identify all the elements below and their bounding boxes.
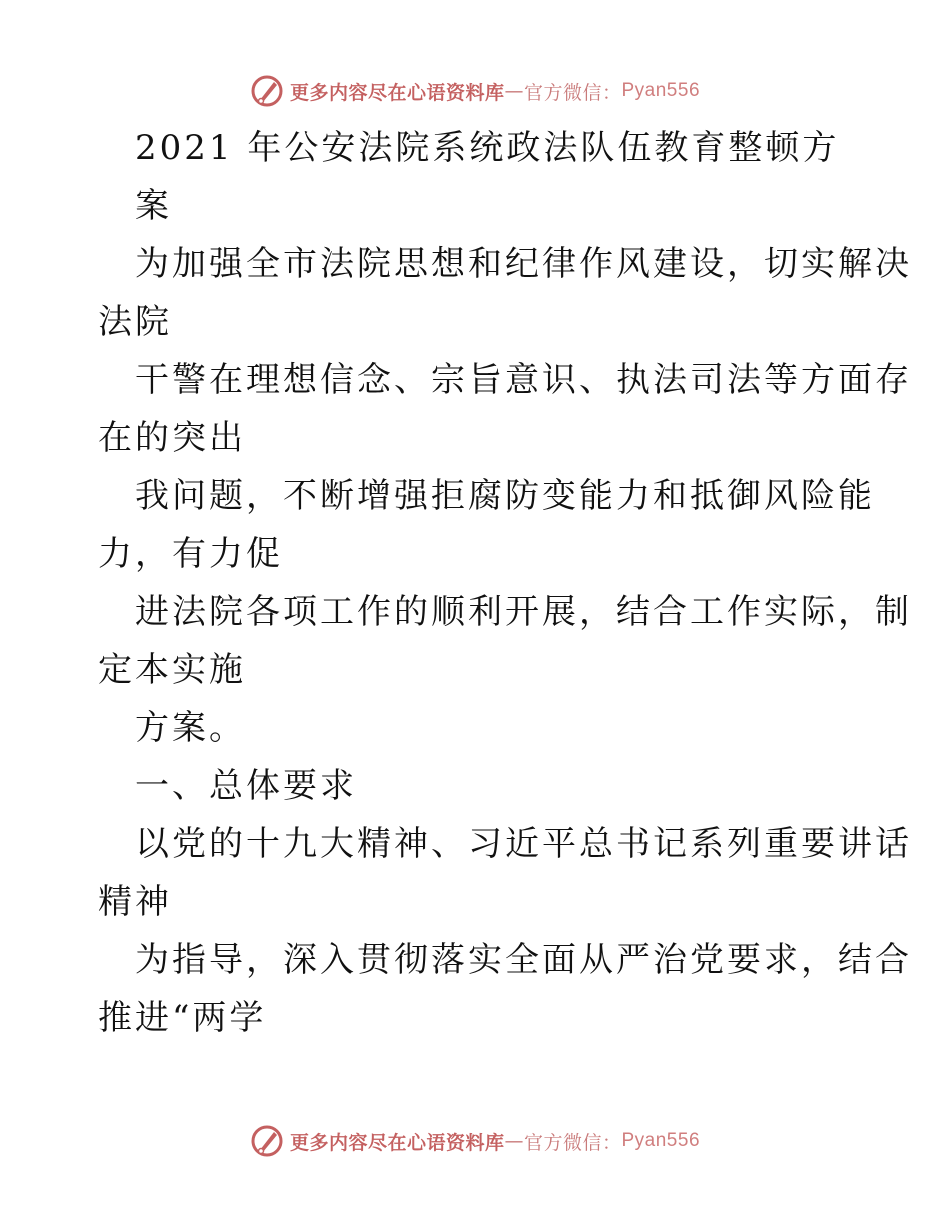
document-text-line: 定本实施 — [98, 650, 246, 690]
document-text-line: 推进“两学 — [98, 998, 267, 1038]
watermark-header — [0, 74, 950, 108]
watermark-dash: — — [504, 1130, 524, 1152]
document-title-line-2: 案 — [135, 186, 172, 226]
watermark-wechat-id: Pyan556 — [621, 80, 701, 101]
document-text-line: 以党的十九大精神、习近平总书记系列重要讲话 — [135, 824, 912, 864]
document-text-line: 进法院各项工作的顺利开展，结合工作实际，制 — [135, 592, 912, 632]
pen-logo-icon — [250, 74, 284, 108]
document-text-line: 为指导，深入贯彻落实全面从严治党要求，结合 — [135, 940, 912, 980]
document-text-line: 力，有力促 — [98, 534, 283, 574]
document-text-line: 法院 — [98, 302, 172, 342]
watermark-footer — [0, 1124, 950, 1158]
document-text-line: 为加强全市法院思想和纪律作风建设，切实解决 — [135, 244, 912, 284]
document-text-line: 干警在理想信念、宗旨意识、执法司法等方面存 — [135, 360, 912, 400]
section-heading: 一、总体要求 — [135, 766, 357, 806]
watermark-wechat-label: 官方微信： — [523, 1131, 622, 1154]
document-text-line: 我问题，不断增强拒腐防变能力和抵御风险能 — [135, 476, 875, 516]
watermark-brand: 更多内容尽在心语资料库 — [289, 81, 505, 104]
watermark-wechat-id: Pyan556 — [621, 1130, 701, 1151]
document-text-line: 在的突出 — [98, 418, 246, 458]
watermark-dash: — — [504, 80, 524, 102]
watermark-wechat-label: 官方微信： — [523, 81, 622, 104]
watermark-brand: 更多内容尽在心语资料库 — [289, 1131, 505, 1154]
document-text-line: 精神 — [98, 882, 172, 922]
document-title-line-1: 2021 年公安法院系统政法队伍教育整顿方 — [135, 128, 840, 168]
pen-logo-icon — [250, 1124, 284, 1158]
document-text-line: 方案。 — [135, 708, 246, 748]
